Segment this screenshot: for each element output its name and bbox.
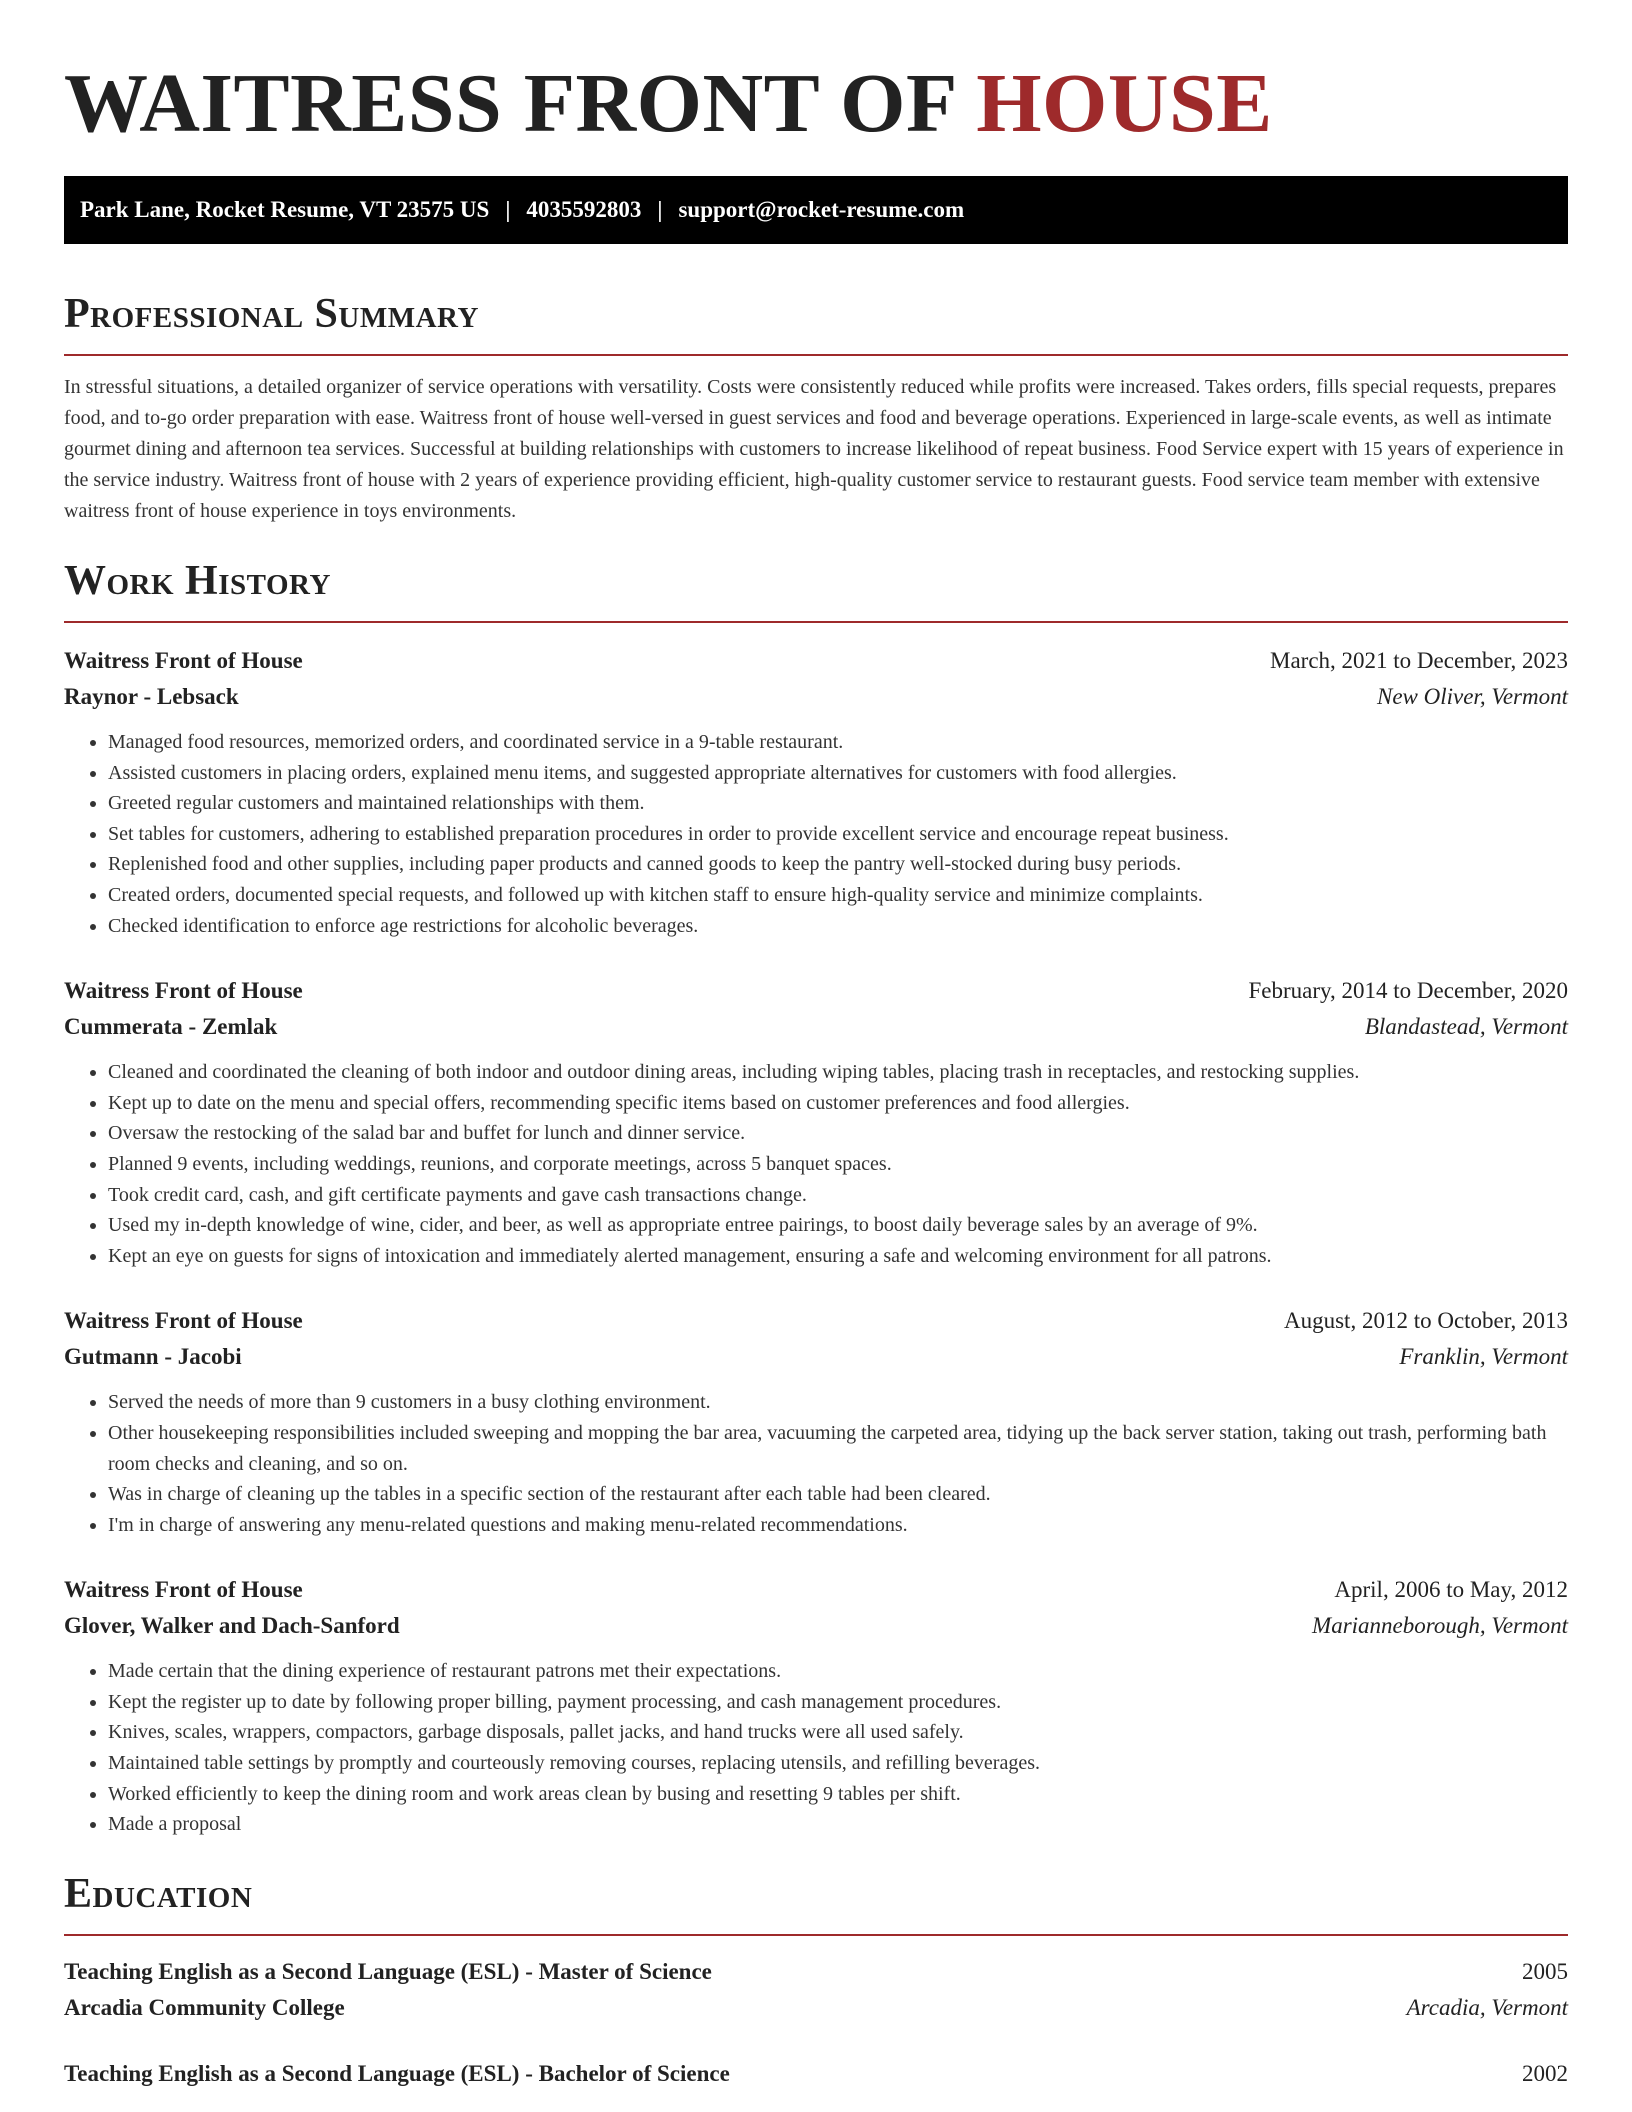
work-history-heading: Work History [64,558,331,604]
contact-address: Park Lane, Rocket Resume, VT 23575 US [80,197,490,222]
education-entry [64,2056,1568,2092]
job-location: Blandastead, Vermont [1364,1014,1568,1040]
job-company-row [64,1339,1568,1375]
job-header-row [64,643,1568,679]
duty-item: • Used my in-depth knowledge of wine, cider, and beer, as well as appropriate entree pairings, to boost daily beverage sales by an average of 9%. [108,1210,1568,1241]
education-degree: Teaching English as a Second Language (ESL) - Master of Science [64,1958,712,1984]
education-list [64,1954,1568,2092]
job-title: Waitress Front of House [64,648,303,673]
duty-item: • Kept an eye on guests for signs of intoxication and immediately alerted management, ensuring a safe and welcoming environment for all patrons. [108,1241,1568,1272]
job-dates: February, 2014 to December, 2020 [1248,978,1568,1004]
job-title: Waitress Front of House [64,978,303,1004]
job-company-row [64,1608,1568,1644]
duty-item: • Made certain that the dining experience of restaurant patrons met their expectations. [108,1656,1568,1687]
job-location: Franklin, Vermont [1399,1344,1568,1370]
job-entry [64,973,1568,1271]
duty-item: • Created orders, documented special requests, and followed up with kitchen staff to ensure high-quality service and minimize complaints. [108,880,1568,911]
duty-item: • Served the needs of more than 9 customers in a busy clothing environment. [108,1387,1568,1418]
job-company: Cummerata - Zemlak [64,1014,278,1040]
job-dates: April, 2006 to May, 2012 [1334,1577,1568,1603]
summary-text: In stressful situations, a detailed organizer of service operations with versatility. Costs were consistently reduced while profits were increased. Takes orders, fills special requests, prepares food, and to-go order preparation with ease. Waitress front of house well-versed in guest services and food and beverage operations. Experienced in large-scale events, as well as intimate gourmet dining and afternoon tea services. Successful at building relationships with customers to increase likelihood of repeat business. Food Service expert with 15 years of experience in the service industry. Waitress front of house with 2 years of experience providing efficient, high-quality customer service to restaurant guests. Food service team member with extensive waitress front of house experience in toys environments. [64,376,1564,522]
resume-name [64,54,1568,154]
job-duties-list [64,1057,1568,1271]
duty-item: • Replenished food and other supplies, including paper products and canned goods to keep the pantry well-stocked during busy periods. [108,849,1568,880]
education-heading: Education [64,1870,253,1917]
job-location: Marianneborough, Vermont [1312,1613,1568,1639]
job-company: Raynor - Lebsack [64,684,239,709]
duty-item: • Managed food resources, memorized orders, and coordinated service in a 9-table restaurant. [108,727,1568,758]
work-history-list [64,643,1568,1840]
education-year: 2002 [1522,2060,1568,2086]
duty-item: • Was in charge of cleaning up the tables in a specific section of the restaurant after each table had been cleared. [108,1479,1568,1510]
job-entry [64,643,1568,941]
duty-item: • Checked identification to enforce age restrictions for alcoholic beverages. [108,911,1568,942]
duty-item: • Planned 9 events, including weddings, reunions, and corporate meetings, across 5 banquet spaces. [108,1149,1568,1180]
duty-item: • Oversaw the restocking of the salad bar and buffet for lunch and dinner service. [108,1118,1568,1149]
job-entry [64,1572,1568,1840]
duty-item: • Kept the register up to date by following proper billing, payment processing, and cash management procedures. [108,1687,1568,1718]
duty-item: • Worked efficiently to keep the dining room and work areas clean by busing and resetting 9 tables per shift. [108,1779,1568,1810]
education-school: Arcadia Community College [64,1994,345,2020]
duty-item: • Set tables for customers, adhering to established preparation procedures in order to provide excellent service and encourage repeat business. [108,819,1568,850]
duty-item: • Assisted customers in placing orders, explained menu items, and suggested appropriate alternatives for customers with food allergies. [108,758,1568,789]
section-divider [64,354,1568,356]
section-divider [64,621,1568,623]
section-divider [64,1934,1568,1936]
education-degree: Teaching English as a Second Language (ESL) - Bachelor of Science [64,2060,730,2086]
job-title: Waitress Front of House [64,1577,303,1603]
education-entry [64,1954,1568,2026]
duty-item: • Kept up to date on the menu and special offers, recommending specific items based on customer preferences and food allergies. [108,1088,1568,1119]
duty-item: • Maintained table settings by promptly and courteously removing courses, replacing utensils, and refilling beverages. [108,1748,1568,1779]
job-company-row [64,1009,1568,1045]
job-dates: March, 2021 to December, 2023 [1270,648,1568,673]
job-location: New Oliver, Vermont [1376,684,1568,709]
job-company: Glover, Walker and Dach-Sanford [64,1613,400,1639]
summary-heading: Professional Summary [64,291,479,337]
job-entry [64,1303,1568,1540]
contact-bar [64,176,1568,244]
job-company-row [64,679,1568,715]
contact-separator: | [657,197,663,222]
job-duties-list [64,1387,1568,1540]
education-degree-row [64,1954,1568,1990]
job-header-row [64,973,1568,1009]
education-location: Arcadia, Vermont [1406,1994,1568,2020]
contact-phone: 4035592803 [526,197,642,222]
education-degree-row [64,2056,1568,2092]
name-main: WAITRESS FRONT OF [64,57,977,150]
education-school-row [64,1990,1568,2026]
job-duties-list [64,1656,1568,1840]
job-duties-list [64,727,1568,941]
resume-page [64,54,1568,2092]
duty-item: • Made a proposal [108,1809,1568,1840]
duty-item: • Cleaned and coordinated the cleaning of both indoor and outdoor dining areas, including wiping tables, placing trash in receptacles, and restocking supplies. [108,1057,1568,1088]
name-accent: HOUSE [976,57,1273,150]
education-year: 2005 [1522,1958,1568,1984]
job-header-row [64,1572,1568,1608]
contact-separator: | [505,197,511,222]
job-company: Gutmann - Jacobi [64,1344,242,1370]
duty-item: • Greeted regular customers and maintained relationships with them. [108,788,1568,819]
job-dates: August, 2012 to October, 2013 [1284,1308,1568,1334]
job-title: Waitress Front of House [64,1308,303,1334]
job-header-row [64,1303,1568,1339]
duty-item: • Other housekeeping responsibilities included sweeping and mopping the bar area, vacuuming the carpeted area, tidying up the back server station, taking out trash, performing bath room checks and cleaning, and so on. [108,1418,1568,1479]
duty-item: • Took credit card, cash, and gift certificate payments and gave cash transactions change. [108,1180,1568,1211]
duty-item: • I'm in charge of answering any menu-related questions and making menu-related recommendations. [108,1510,1568,1541]
contact-email: support@rocket-resume.com [678,197,965,222]
duty-item: • Knives, scales, wrappers, compactors, garbage disposals, pallet jacks, and hand trucks were all used safely. [108,1717,1568,1748]
